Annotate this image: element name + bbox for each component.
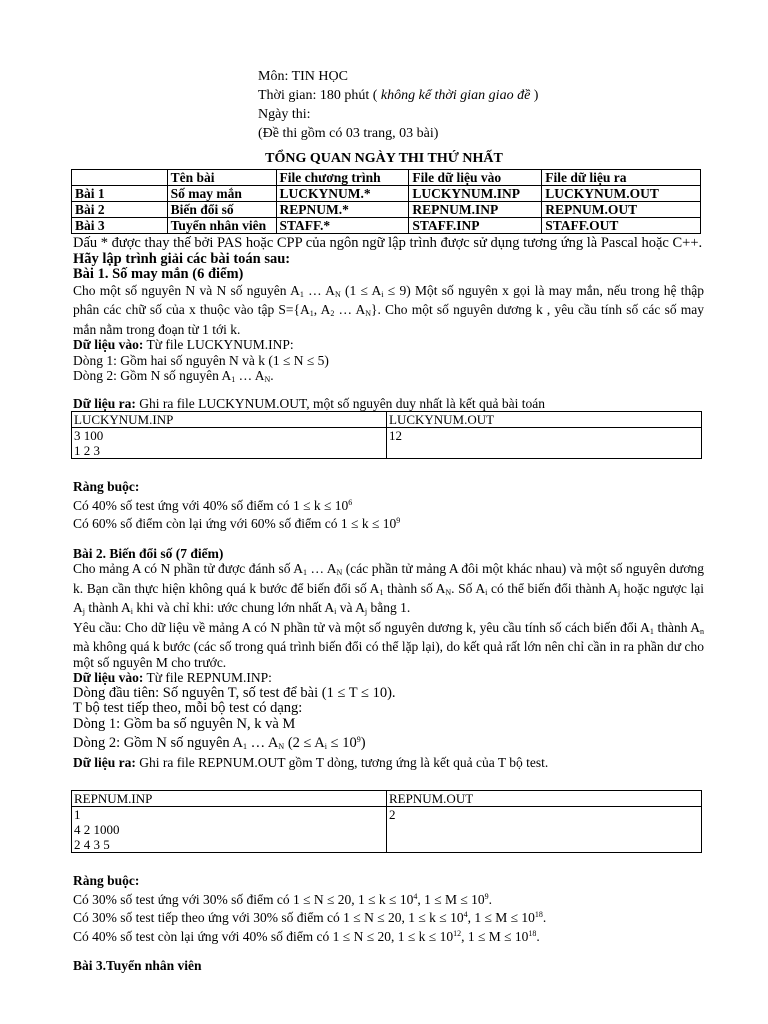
problem2-requirement: Yêu cầu: Cho dữ liệu về mảng A có N phần tử và một số nguyên dương k, yêu cầu tính số cách biến đổi $A_1$ thành $A_n$ mà không quá k bước (các số trong quá trình biến đổi có thể lặp lại), do kết quả rất lớn nên chỉ cần in ra phần dư cho một số nguyên M cho trước. bbox=[73, 619, 704, 670]
overview-title: TỔNG QUAN NGÀY THI THỨ NHẤT bbox=[265, 151, 503, 166]
problem1-input-line1: Dòng 1: Gồm hai số nguyên N và k (1 ≤ N ≤ 5) bbox=[73, 352, 329, 368]
table-cell: Số may mắn bbox=[167, 186, 276, 202]
table-cell: REPNUM.OUT bbox=[542, 202, 701, 218]
problem2-constraint-3: Có 40% số test còn lại ứng với 40% số điểm có 1 ≤ N ≤ 20, $1 \le k \le 10^{12}$, $1 \le M \le 10^{18}$. bbox=[73, 928, 540, 944]
date-line: Ngày thi: bbox=[258, 107, 311, 122]
table-cell: Bài 1 bbox=[72, 186, 168, 202]
example-input-header: REPNUM.INP bbox=[72, 791, 387, 807]
table-cell: Bài 2 bbox=[72, 202, 168, 218]
table-row bbox=[72, 218, 701, 234]
example-output-cell: 2 bbox=[387, 807, 702, 853]
table-cell: STAFF.OUT bbox=[542, 218, 701, 234]
problem1-constraint-1: Có 40% số test ứng với 40% số điểm có $1 \le k \le 10^6$ bbox=[73, 497, 353, 513]
problem1-constraints-label: Ràng buộc: bbox=[73, 479, 140, 494]
subject-line: Môn: TIN HỌC bbox=[258, 69, 348, 84]
example-output-header: LUCKYNUM.OUT bbox=[387, 412, 702, 428]
exam-body bbox=[73, 236, 704, 974]
table-cell: Bài 3 bbox=[72, 218, 168, 234]
problem2-constraint-2: Có 30% số test tiếp theo ứng với 30% số điểm có 1 ≤ N ≤ 20, $1 \le k \le 10^4$, $1 \le M \le 10^{18}$. bbox=[73, 910, 547, 925]
example-input-cell: 1 4 2 1000 2 4 3 5 bbox=[72, 807, 387, 853]
table-cell: REPNUM.* bbox=[276, 202, 409, 218]
example-input-cell: 3 100 1 2 3 bbox=[72, 428, 387, 459]
example-input-header: LUCKYNUM.INP bbox=[72, 412, 387, 428]
table-cell: Biến đổi số bbox=[167, 202, 276, 218]
table-cell: Tuyển nhân viên bbox=[167, 218, 276, 234]
overview-table bbox=[71, 169, 701, 234]
example-output-header: REPNUM.OUT bbox=[387, 791, 702, 807]
pages-note: (Đề thi gồm có 03 trang, 03 bài) bbox=[258, 126, 439, 141]
problem1-example-table bbox=[71, 411, 702, 459]
problem2-statement: Cho mảng A có N phần tử được đánh số $A_1$ … $A_N$ (các phần tử mảng A đôi một khác nhau) và một số nguyên dương k. Bạn cần thực hiện không quá k bước để biến đổi số $A_1$ thành số $A_N$. Số $A_i$ có thể biến đổi thành $A_j$ hoặc ngược lại $A_j$ thành $A_i$ khi và chỉ khi: ước chung lớn nhất $A_i$ và $A_j$ bằng 1. bbox=[73, 561, 704, 616]
file-extension-note: Dấu * được thay thế bởi PAS hoặc CPP của ngôn ngữ lập trình được sử dụng tương ứng là Pascal hoặc C++. bbox=[73, 235, 703, 251]
problem2-line1: Dòng 1: Gồm ba số nguyên N, k và M bbox=[73, 715, 296, 732]
problem1-input-spec: Dữ liệu vào: Từ file LUCKYNUM.INP: bbox=[73, 337, 294, 352]
problem1-title: Bài 1. Số may mắn (6 điểm) bbox=[73, 266, 244, 282]
table-cell: REPNUM.INP bbox=[409, 202, 542, 218]
problem2-constraints-label: Ràng buộc: bbox=[73, 873, 140, 888]
table-header-cell: File dữ liệu ra bbox=[542, 170, 701, 186]
table-header-cell: Tên bài bbox=[167, 170, 276, 186]
problem1-output-spec: Dữ liệu ra: Ghi ra file LUCKYNUM.OUT, một số nguyên duy nhất là kết quả bài toán bbox=[73, 395, 546, 411]
exam-header bbox=[258, 67, 538, 143]
problem2-example-table bbox=[71, 790, 702, 853]
table-cell: LUCKYNUM.INP bbox=[409, 186, 542, 202]
problem3-title: Bài 3.Tuyển nhân viên bbox=[73, 958, 202, 973]
problem2-tests-line: T bộ test tiếp theo, mỗi bộ test có dạng: bbox=[73, 700, 303, 716]
table-row bbox=[72, 202, 701, 218]
table-cell: STAFF.* bbox=[276, 218, 409, 234]
problem2-constraint-1: Có 30% số test ứng với 30% số điểm có 1 ≤ N ≤ 20, $1 \le k \le 10^4$, $1 \le M \le 10^9$. bbox=[73, 891, 493, 907]
table-header-cell: File chương trình bbox=[276, 170, 409, 186]
problem2-title: Bài 2. Biến đổi số (7 điểm) bbox=[73, 545, 224, 561]
table-cell: LUCKYNUM.OUT bbox=[542, 186, 701, 202]
table-header-cell bbox=[72, 170, 168, 186]
table-row bbox=[72, 186, 701, 202]
problem2-input-spec: Dữ liệu vào: Từ file REPNUM.INP: bbox=[73, 670, 272, 685]
problem1-constraint-2: Có 60% số điểm còn lại ứng với 60% số điểm có $1 \le k \le 10^9$ bbox=[73, 516, 401, 531]
table-header-cell: File dữ liệu vào bbox=[409, 170, 542, 186]
example-output-cell: 12 bbox=[387, 428, 702, 459]
overview-header-row bbox=[72, 170, 701, 186]
instruction: Hãy lập trình giải các bài toán sau: bbox=[73, 250, 291, 267]
problem2-first-line: Dòng đầu tiên: Số nguyên T, số test để bài (1 ≤ T ≤ 10). bbox=[73, 684, 396, 701]
problem2-output-spec: Dữ liệu ra: Ghi ra file REPNUM.OUT gồm T dòng, tương ứng là kết quả của T bộ test. bbox=[73, 754, 549, 770]
problem2-line2: Dòng 2: Gồm N số nguyên $A_1$ … $A_N$ $(2 \le A_i \le 10^9)$ bbox=[73, 735, 366, 751]
problem1-statement: Cho một số nguyên N và N số nguyên $A_1$ … $A_N$ $(1 \le A_i \le 9)$ Một số nguyên x gọi là may mắn, nếu trong hệ thập phân các chữ số của x thuộc vào tập $S=\{A_1$, $A_2$ … $A_N$}. Cho một số nguyên dương k , yêu cầu tính số các số may mắn nằm trong đoạn từ 1 tới k. bbox=[73, 282, 705, 337]
table-cell: STAFF.INP bbox=[409, 218, 542, 234]
problem1-input-line2: Dòng 2: Gồm N số nguyên $A_1$ … $A_N$. bbox=[73, 368, 274, 384]
time-line: Thời gian: 180 phút ( không kể thời gian giao đề ) bbox=[258, 88, 539, 103]
table-cell: LUCKYNUM.* bbox=[276, 186, 409, 202]
